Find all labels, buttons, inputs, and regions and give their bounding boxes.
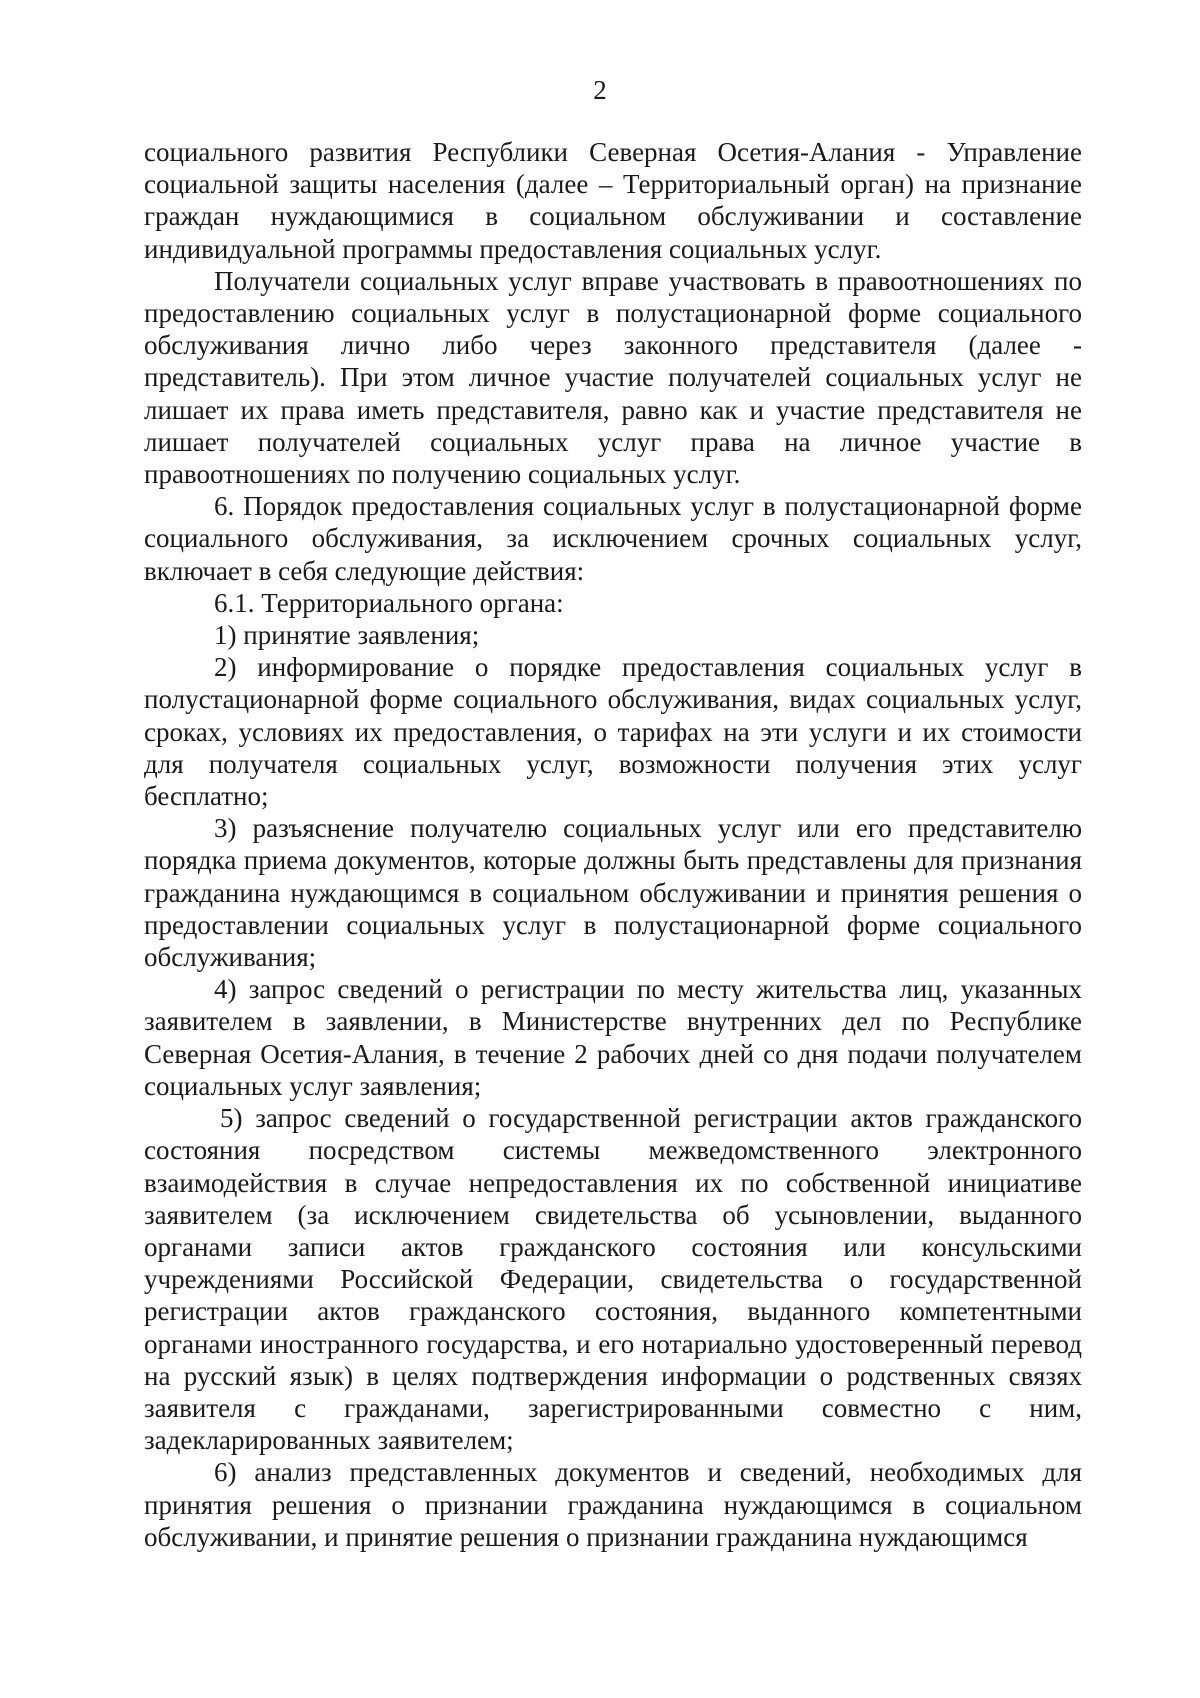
list-item-3: 3) разъяснение получателю социальных услуг или его представителю порядка приема документов, которые должны быть представлены для признания гражданина нуждающимся в социальном обслуживании и принятия решения о предоставлении социальных услуг в полустационарной форме социального обслуживания; [144,813,1082,973]
page-number: 2 [593,75,607,105]
document-body [144,136,1082,1553]
list-item-1: 1) принятие заявления; [214,620,480,651]
list-item-6: 6) анализ представленных документов и сведений, необходимых для принятия решения о признании гражданина нуждающимся в социальном обслуживании, и принятие решения о признании гражданина нуждающимся [144,1457,1082,1552]
paragraph-recipients-rights: Получатели социальных услуг вправе участвовать в правоотношениях по предоставлению социальных услуг в полустационарной форме социального обслуживания лично либо через законного представителя (далее - представитель). При этом личное участие получателей социальных услуг не лишает их права иметь представителя, равно как и участие представителя не лишает получателей социальных услуг права на личное участие в правоотношениях по получению социальных услуг. [144,265,1082,490]
list-item-5: 5) запрос сведений о государственной регистрации актов гражданского состояния посредством системы межведомственного электронного взаимодействия в случае непредоставления их по собственной инициативе заявителем (за исключением свидетельства об усыновлении, выданного органами записи актов гражданского состояния или консульскими учреждениями Российской Федерации, свидетельства о государственной регистрации актов гражданского состояния, выданного компетентными органами иностранного государства, и его нотариально удостоверенный перевод на русский язык) в целях подтверждения информации о родственных связях заявителя с гражданами, зарегистрированными совместно с ним, задекларированных заявителем; [144,1103,1082,1456]
list-item-2: 2) информирование о порядке предоставления социальных услуг в полустационарной форме социального обслуживания, видах социальных услуг, сроках, условиях их предоставления, о тарифах на эти услуги и их стоимости для получателя социальных услуг, возможности получения этих услуг бесплатно; [144,652,1082,812]
list-item-4: 4) запрос сведений о регистрации по месту жительства лиц, указанных заявителем в заявлении, в Министерстве внутренних дел по Республике Северная Осетия-Алания, в течение 2 рабочих дней со дня подачи получателем социальных услуг заявления; [144,974,1082,1101]
paragraph-item-6: 6. Порядок предоставления социальных услуг в полустационарной форме социального обслуживания, за исключением срочных социальных услуг, включает в себя следующие действия: [144,491,1082,586]
paragraph-item-6-1: 6.1. Территориального органа: [214,587,564,618]
paragraph-continuation: социального развития Республики Северная Осетия-Алания - Управление социальной защиты населения (далее – Территориальный орган) на признание граждан нуждающимися в социальном обслуживании и составление индивидуальной программы предоставления социальных услуг. [144,137,1082,264]
